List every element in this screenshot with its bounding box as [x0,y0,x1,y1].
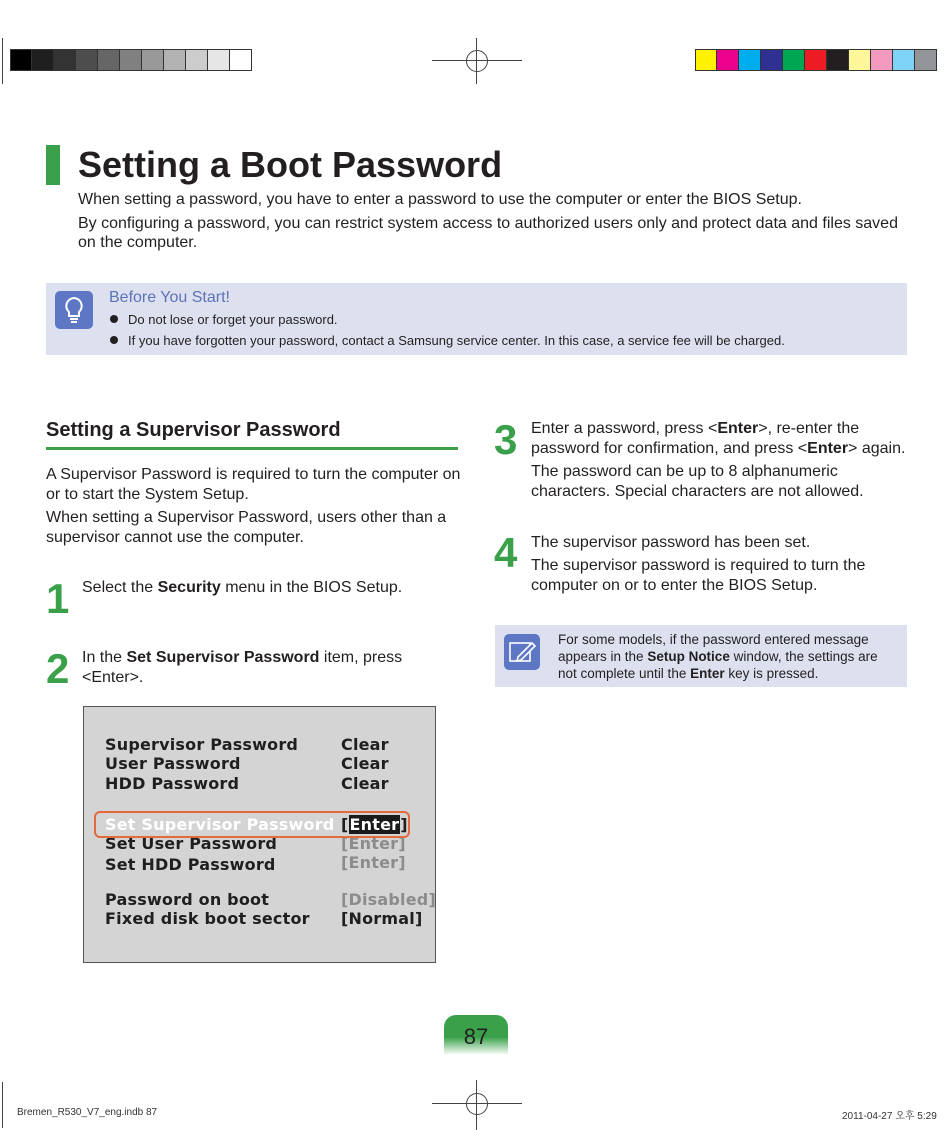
grey-swatch [230,49,252,71]
bullet-item [110,312,338,327]
color-swatch [915,49,937,71]
color-swatch [805,49,827,71]
color-swatch [849,49,871,71]
section-para-1: A Supervisor Password is required to turn the computer on or to start the System Setup. [46,466,461,503]
color-swatch-strip [695,49,937,71]
bullet-text: If you have forgotten your password, contact a Samsung service center. In this case, a service fee will be charged. [128,333,785,348]
step-number: 4 [494,529,518,576]
bios-item-label: HDD Password [105,774,240,793]
footer-timestamp: 2011-04-27 오후 5:29 [842,1111,937,1122]
bios-item-value: [Disabled] [341,890,436,909]
before-you-start-heading: Before You Start! [109,289,230,306]
bios-item-label: User Password [105,754,241,773]
title-accent-bar [46,145,60,185]
grey-swatch [32,49,54,71]
step-1-text: Select the Security menu in the BIOS Setup. [82,579,403,596]
grey-swatch [142,49,164,71]
page-number: 87 [444,1015,508,1055]
grey-swatch [98,49,120,71]
grey-swatch [10,49,32,71]
grey-swatch [208,49,230,71]
step-number: 1 [46,575,70,622]
page-title: Setting a Boot Password [78,144,503,185]
color-swatch [783,49,805,71]
color-swatch [871,49,893,71]
color-swatch [695,49,717,71]
intro [78,190,918,257]
section-para-2: When setting a Supervisor Password, users other than a supervisor cannot use the computer. [46,509,447,546]
step-3-subtext: The password can be up to 8 alphanumeric characters. Special characters are not allowed. [531,463,864,500]
step-number: 3 [494,416,518,463]
bullet-item [110,333,785,348]
grey-swatch-strip [10,49,252,71]
step-4-line-1: The supervisor password has been set. [531,534,811,551]
bios-item-value: Clear [341,754,389,773]
color-swatch [893,49,915,71]
bios-item-label: Set User Password [105,834,278,853]
grey-swatch [164,49,186,71]
intro-line-2: By configuring a password, you can restrict system access to authorized users only and protect data and files saved on the computer. [78,215,898,251]
bios-item-label: Set HDD Password [105,855,276,874]
section-heading: Setting a Supervisor Password [46,419,341,441]
bullet-dot [110,336,118,344]
step-4-line-2: The supervisor password is required to turn the computer on or to enter the BIOS Setup. [531,557,866,594]
lightbulb-icon [55,291,93,329]
bios-item-value: Clear [341,735,389,754]
pencil-note-icon [504,634,540,670]
bios-item-label: Supervisor Password [105,735,299,754]
bios-item-label: Password on boot [105,890,270,909]
step-2-text: In the Set Supervisor Password item, press <Enter>. [82,649,403,686]
bios-item-label-selected: Set Supervisor Password [105,815,335,834]
step-number: 2 [46,645,70,692]
bios-item-value: [Enter] [341,853,406,872]
bios-enter-selected: [Enter] [341,815,408,834]
section-underline [46,447,458,450]
grey-swatch [186,49,208,71]
registration-mark-circle [466,50,488,72]
registration-mark-circle-bottom [466,1093,488,1115]
grey-swatch [76,49,98,71]
grey-swatch [120,49,142,71]
intro-line-1: When setting a password, you have to enter a password to use the computer or enter the BIOS Setup. [78,191,802,208]
bios-item-value: [Enter] [341,834,406,853]
bios-item-value: Clear [341,774,389,793]
color-swatch [717,49,739,71]
highlight-frame [94,811,410,838]
bios-item-label: Fixed disk boot sector [105,909,310,928]
color-swatch [739,49,761,71]
footer-filename: Bremen_R530_V7_eng.indb 87 [17,1107,158,1118]
tip-text: For some models, if the password entered message appears in the Setup Notice window, the settings are not complete until the Enter key is pressed. [558,632,878,681]
bios-item-value: [Normal] [341,909,423,928]
color-swatch [827,49,849,71]
grey-swatch [54,49,76,71]
crop-mark-left [2,38,3,84]
bullet-dot [110,315,118,323]
step-3-text: Enter a password, press <Enter>, re-enter the password for confirmation, and press <Enter> again. [531,420,906,457]
bullet-text: Do not lose or forget your password. [128,312,338,327]
color-swatch [761,49,783,71]
crop-mark-left-bottom [2,1082,3,1128]
